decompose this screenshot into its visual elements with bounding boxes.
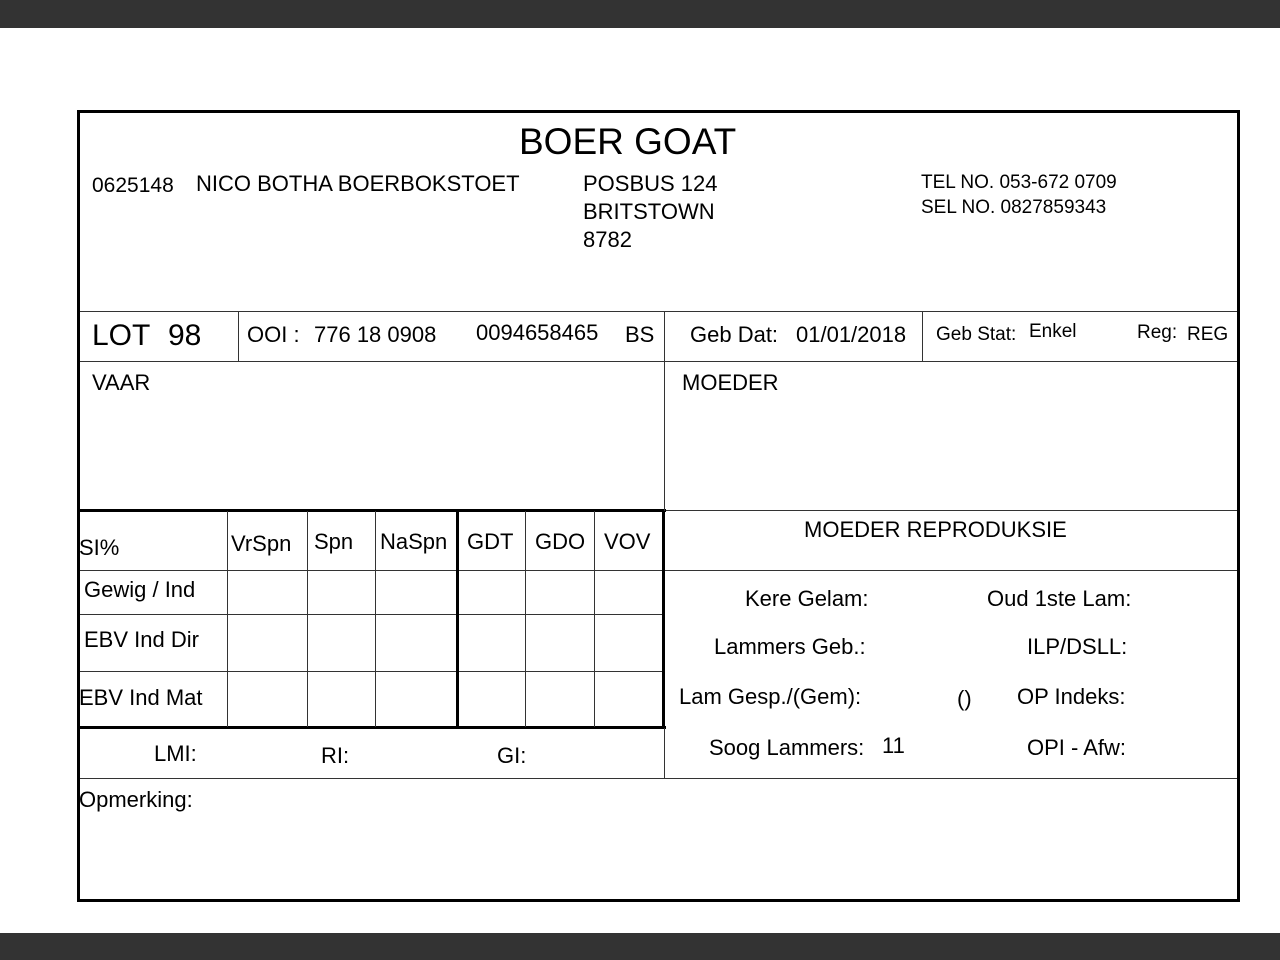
oud-1ste-lam-label: Oud 1ste Lam:: [987, 586, 1132, 611]
stats-row-ebv-dir: EBV Ind Dir: [84, 627, 199, 652]
soog-lammers-value: 11: [882, 733, 905, 758]
divider-geb-stat-cell: [922, 311, 923, 361]
telephone: TEL NO. 053-672 0709: [921, 172, 1117, 193]
lam-gesp-label: Lam Gesp./(Gem):: [679, 684, 862, 709]
lot-number: 98: [168, 319, 202, 352]
stats-border-bottom: [78, 726, 666, 729]
sire-label: VAAR: [92, 370, 151, 395]
ilp-dsll-label: ILP/DSLL:: [1027, 634, 1128, 659]
stats-row-ebv-mat: EBV Ind Mat: [79, 685, 203, 710]
lmi-label: LMI:: [154, 741, 197, 766]
dam-label: MOEDER: [682, 370, 779, 395]
divider-stats-row2: [80, 671, 664, 672]
stats-right-border: [662, 511, 665, 728]
card-border-right: [1237, 110, 1240, 902]
stats-header-gdt: GDT: [467, 529, 514, 554]
stats-row-gewig: Gewig / Ind: [84, 577, 196, 602]
birth-status-label: Geb Stat:: [936, 324, 1017, 345]
bottom-bar: [0, 933, 1280, 960]
birth-date-label: Geb Dat:: [690, 322, 779, 347]
kere-gelam-label: Kere Gelam:: [745, 586, 869, 611]
stats-col-1: [227, 511, 228, 727]
lot-label: LOT: [92, 319, 151, 352]
reg-value: REG: [1187, 324, 1229, 345]
stats-col-4-bold: [456, 511, 459, 728]
op-indeks-label: OP Indeks:: [1017, 684, 1126, 709]
stats-header-naspn: NaSpn: [380, 529, 448, 554]
gi-label: GI:: [497, 743, 527, 768]
stats-col-6: [594, 511, 595, 727]
card-border-top: [77, 110, 1240, 113]
lam-gesp-value: (): [957, 686, 972, 711]
divider-stats-header: [80, 570, 1237, 571]
divider-header: [80, 311, 1237, 312]
stats-header-spn: Spn: [314, 529, 354, 554]
cellphone: SEL NO. 0827859343: [921, 197, 1107, 218]
stats-header-si: SI%: [79, 535, 120, 560]
card-title: BOER GOAT: [519, 121, 737, 162]
divider-lot-cell: [238, 311, 239, 361]
stats-header-vov: VOV: [604, 529, 651, 554]
ooi-number: 776 18 0908: [314, 322, 437, 347]
breeder-id: 0625148: [92, 174, 174, 197]
divider-dam: [664, 510, 1237, 511]
divider-remarks: [80, 778, 1237, 779]
stats-col-3: [375, 511, 376, 727]
birth-status: Enkel: [1029, 321, 1077, 342]
address-line-3: 8782: [583, 227, 632, 252]
animal-code: BS: [625, 322, 655, 347]
ooi-label: OOI :: [247, 322, 300, 347]
birth-date: 01/01/2018: [796, 322, 907, 347]
repro-title: MOEDER REPRODUKSIE: [804, 517, 1067, 542]
ri-label: RI:: [321, 743, 350, 768]
stats-border-top: [78, 509, 666, 512]
address-line-1: POSBUS 124: [583, 171, 718, 196]
animal-id-number: 0094658465: [476, 320, 599, 345]
stats-header-gdo: GDO: [535, 529, 586, 554]
card-border-bottom: [77, 899, 1240, 902]
soog-lammers-label: Soog Lammers:: [709, 735, 865, 760]
lammers-geb-label: Lammers Geb.:: [714, 634, 866, 659]
address-line-2: BRITSTOWN: [583, 199, 715, 224]
divider-lot-row: [80, 361, 1237, 362]
remarks-label: Opmerking:: [79, 787, 193, 812]
opi-afw-label: OPI - Afw:: [1027, 735, 1127, 760]
reg-label: Reg:: [1137, 322, 1178, 343]
divider-stats-row1: [80, 614, 664, 615]
stats-col-2: [307, 511, 308, 727]
card-border-left: [77, 110, 80, 902]
top-bar: [0, 0, 1280, 28]
stats-col-5: [525, 511, 526, 727]
breeder-name: NICO BOTHA BOERBOKSTOET: [196, 171, 520, 196]
stats-header-vrspn: VrSpn: [231, 531, 292, 556]
